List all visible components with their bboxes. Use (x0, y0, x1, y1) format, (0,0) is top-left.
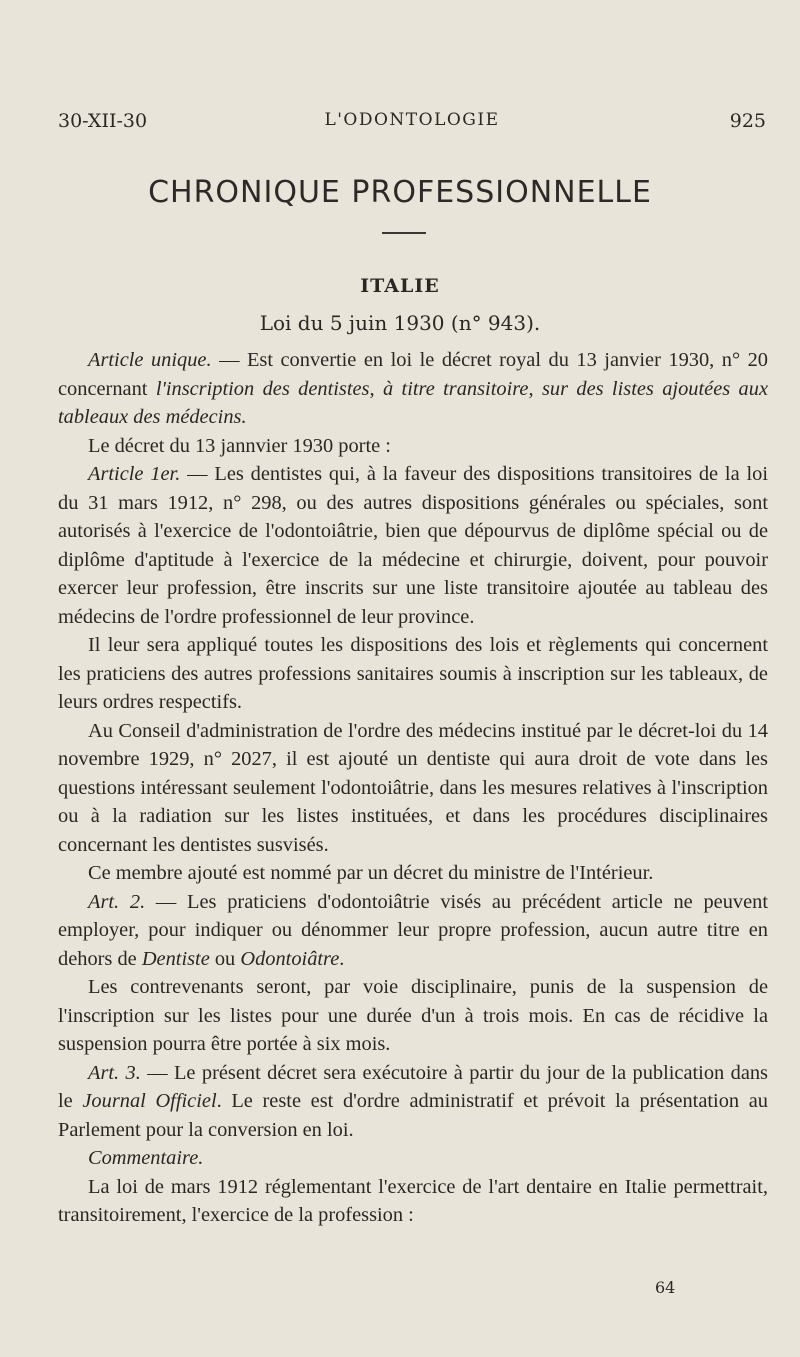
paragraph-text: . (339, 947, 345, 970)
paragraph-italic: l'inscription des dentistes, à titre transitoire, sur des listes ajoutées aux tableaux des médecins. (58, 377, 768, 428)
paragraph-membre (58, 859, 768, 888)
paragraph-commentary (58, 1173, 768, 1230)
article-body (58, 346, 769, 1230)
paragraph-text: — Est convertie en loi le décret royal du 13 janvier 1930, n° 20 concernant (58, 349, 768, 400)
paragraph-contrevenants (58, 973, 768, 1059)
paragraph-article-2 (58, 888, 768, 974)
country-heading: ITALIE (360, 275, 440, 297)
paragraph-text: . Le reste est d'ordre administratif et prévoit la présentation au Parlement pour la conversion en loi. (58, 1090, 768, 1141)
article-lead: Article unique. (88, 349, 212, 371)
paragraph-conseil (58, 717, 768, 860)
paragraph-text: — Les dentistes qui, à la faveur des dispositions transitoires de la loi du 31 mars 1912, n° 298, ou des autres dispositions générales ou spéciales, sont autorisés à l'exercice de l'odontoiâtrie, bien que dépourvus de diplôme spécial ou de diplôme d'aptitude à l'exercice de la médecine et chirurgie, doivent, pour pouvoir exercer leur profession, être inscrits sur une liste transitoire ajoutée au tableau des médecins de l'ordre professionnel de leur province. (58, 463, 768, 628)
running-head (58, 110, 766, 138)
article-lead: Art. 3. (88, 1061, 141, 1084)
paragraph-dispositions (58, 631, 768, 717)
title-rule (382, 232, 426, 234)
section-title: CHRONIQUE PROFESSIONNELLE (148, 175, 652, 210)
commentary-heading: Commentaire. (88, 1147, 204, 1169)
paragraph-text: Au Conseil d'administration de l'ordre des médecins institué par le décret-loi du 14 novembre 1929, n° 2027, il est ajouté un dentiste qui aura droit de vote dans les questions intéressant seulement l'odontoiâtrie, dans les mesures relatives à l'inscription ou à la radiation sur les listes instituées, et dans les procédures disciplinaires concernant les dentistes susvisés. (58, 719, 768, 856)
paragraph-text: — Le présent décret sera exécutoire à partir du jour de la publication dans le (58, 1061, 768, 1112)
article-lead: Article 1er. (88, 463, 181, 485)
journal-officiel: Journal Officiel (82, 1090, 217, 1112)
paragraph-text: Le décret du 13 jannvier 1930 porte : (88, 434, 391, 457)
law-title: Loi du 5 juin 1930 (n° 943). (259, 311, 541, 335)
paragraph-text: Les contrevenants seront, par voie disciplinaire, punis de la suspension de l'inscription sur les listes pour une durée d'un à trois mois. En cas de récidive la suspension pourra être portée à six mois. (58, 976, 768, 1055)
paragraph-decree-intro (58, 432, 768, 461)
paragraph-text: ou (209, 947, 241, 970)
paragraph-article-3 (58, 1059, 768, 1145)
article-lead: Art. 2. (88, 890, 146, 913)
page-number: 925 (729, 110, 766, 132)
signature-folio: 64 (655, 1278, 676, 1297)
paragraph-text: Il leur sera appliqué toutes les dispositions des lois et règlements qui concernent les praticiens des autres professions sanitaires soumis à inscription sur les tableaux, de leurs ordres respectifs. (58, 634, 768, 713)
paragraph-text: — Les praticiens d'odontoiâtrie visés au précédent article ne peuvent employer, pour indiquer ou dénommer leur propre profession, aucun autre titre en dehors de (58, 890, 769, 970)
paragraph-article-1 (58, 460, 768, 631)
journal-title: L'ODONTOLOGIE (324, 110, 500, 130)
title-dentiste: Dentiste (141, 947, 210, 970)
title-odontoiatre: Odontoiâtre (240, 947, 340, 970)
paragraph-text: Ce membre ajouté est nommé par un décret du ministre de l'Intérieur. (88, 862, 654, 884)
paragraph-article-unique (58, 346, 768, 432)
paragraph-text: La loi de mars 1912 réglementant l'exercice de l'art dentaire en Italie permettrait, transitoirement, l'exercice de la profession : (58, 1175, 768, 1226)
header-date: 30-XII-30 (58, 110, 148, 132)
